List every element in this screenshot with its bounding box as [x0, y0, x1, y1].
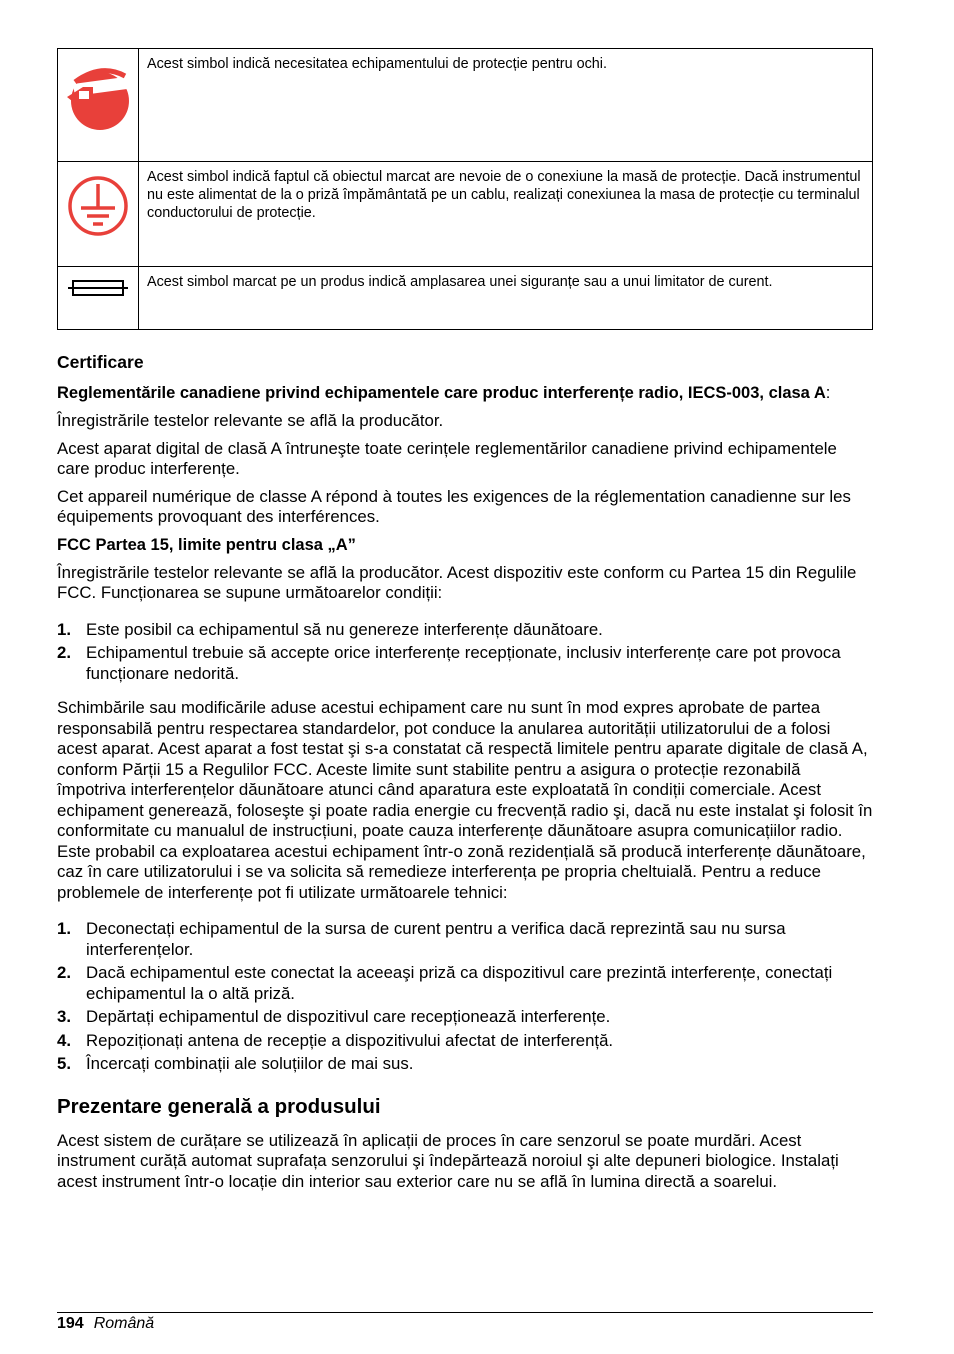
protective-earth-icon	[67, 175, 129, 237]
canada-heading-suffix: :	[825, 384, 831, 402]
safety-symbols-table	[57, 48, 873, 330]
page-content	[57, 48, 873, 1199]
symbol-icon-cell	[58, 162, 139, 267]
fcc-paragraph: Schimbările sau modificările aduse acestui echipament care nu sunt în mod expres aprobate de partea responsabilă pentru respectarea standardelor, pot conduce la anularea autorității utilizatorului de a folosi acest aparat. Acest aparat a fost testat şi s-a constatat că respectă limitele pentru aparate digitale de clasă A, conform Părții 15 a Regulilor FCC. Aceste limite sunt stabilite pentru a asigura o protecție rezonabilă împotriva interferențelor dăunătoare atunci când aparatura este exploatată în condiții comerciale. Acest echipament generează, foloseşte şi poate radia energie cu frecvență radio şi, dacă nu este instalat şi folosit în conformitate cu manualul de instrucțiuni, poate cauza interferențe dăunătoare asupra comunicațiilor radio. Este probabil ca exploatarea acestui echipament într-o zonă rezidențială să producă interferențe dăunătoare, caz în care utilizatorului i se va solicita să remedieze interferența pe propria cheltuială. Pentru a reduce problemele de interferențe pot fi utilizate următoarele tehnici:	[57, 698, 873, 902]
list-text: Repoziționați antena de recepție a dispozitivului afectat de interferență.	[86, 1030, 614, 1050]
certification-heading: Certificare	[57, 352, 144, 372]
list-text: Deconectați echipamentul de la sursa de curent pentru a verifica dacă reprezintă sau nu sursa interferențelor.	[86, 919, 786, 959]
canada-paragraph: Acest aparat digital de clasă A întruneşte toate cerințele reglementărilor canadiene privind echipamentele care produc interferențe.	[57, 438, 837, 478]
canada-heading-text: Reglementările canadiene privind echipamentele care produc interferențe radio, IECS-003, clasa A	[57, 384, 826, 402]
fcc-conditions-list	[57, 620, 873, 685]
list-number: 1.	[57, 919, 71, 938]
list-item	[57, 1031, 873, 1052]
list-number: 2.	[57, 963, 71, 982]
list-item	[57, 919, 873, 960]
list-number: 1.	[57, 619, 71, 639]
list-item	[57, 620, 873, 641]
product-overview-heading: Prezentare generală a produsului	[57, 1094, 381, 1118]
list-text: Încercați combinații ale soluțiilor de mai sus.	[86, 1054, 414, 1073]
fcc-heading: FCC Partea 15, limite pentru clasa „A”	[57, 535, 356, 554]
list-item	[57, 1054, 873, 1075]
symbol-description: Acest simbol indică faptul că obiectul marcat are nevoie de o conexiune la masă de protecție. Dacă instrumentul nu este alimentat de la o priză împământată pe un cablu, realizați conexiunea la masa de protecție cu terminalul conductorului de protecție.	[139, 162, 873, 267]
list-number: 2.	[57, 643, 71, 662]
symbol-row-eye-protection	[58, 49, 873, 162]
list-number: 3.	[57, 1007, 71, 1026]
list-text: Dacă echipamentul este conectat la aceeaşi priză ca dispozitivul care prezintă interferențe, conectați echipamentul la o altă priză.	[86, 963, 833, 1003]
product-overview-paragraph: Acest sistem de curățare se utilizează în aplicații de proces în care senzorul se poate murdări. Acest instrument curăță automat suprafața senzorului şi îndepărtează noroiul şi alte depuneri biologice. Instalați acest instrument într-o locație din interior sau exterior care nu se află în lumina directă a soarelui.	[57, 1130, 839, 1191]
symbol-icon-cell	[58, 267, 139, 330]
symbol-row-fuse	[58, 267, 873, 330]
footer-language: Română	[93, 1315, 155, 1332]
eye-protection-icon	[65, 61, 131, 133]
page-footer	[57, 1312, 873, 1334]
fcc-paragraph: Înregistrările testelor relevante se află la producător. Acest dispozitiv este conform cu Partea 15 din Regulile FCC. Funcționarea se supune următoarelor condiții:	[57, 562, 857, 602]
list-number: 4.	[57, 1030, 71, 1050]
fuse-icon	[67, 278, 129, 298]
symbol-description: Acest simbol marcat pe un produs indică amplasarea unei siguranțe sau a unui limitator de curent.	[139, 267, 873, 330]
canada-regulations-heading	[57, 383, 873, 403]
symbol-description: Acest simbol indică necesitatea echipamentului de protecție pentru ochi.	[139, 49, 873, 162]
canada-paragraph-french: Cet appareil numérique de classe A répond à toutes les exigences de la réglementation canadienne sur les équipements provoquant des interférences.	[57, 486, 851, 526]
canada-paragraph: Înregistrările testelor relevante se află la producător.	[57, 411, 444, 430]
list-item	[57, 643, 873, 684]
list-text: Echipamentul trebuie să accepte orice interferențe recepționate, inclusiv interferențe care pot provoca funcționare nedorită.	[86, 643, 841, 683]
list-item	[57, 1007, 873, 1028]
page-number: 194	[57, 1315, 84, 1332]
symbol-row-protective-earth	[58, 162, 873, 267]
list-number: 5.	[57, 1054, 71, 1073]
list-item	[57, 963, 873, 1004]
list-text: Este posibil ca echipamentul să nu genereze interferențe dăunătoare.	[86, 619, 603, 639]
symbol-icon-cell	[58, 49, 139, 162]
fcc-techniques-list	[57, 919, 873, 1075]
list-text: Depărtați echipamentul de dispozitivul care recepționează interferențe.	[86, 1007, 611, 1026]
